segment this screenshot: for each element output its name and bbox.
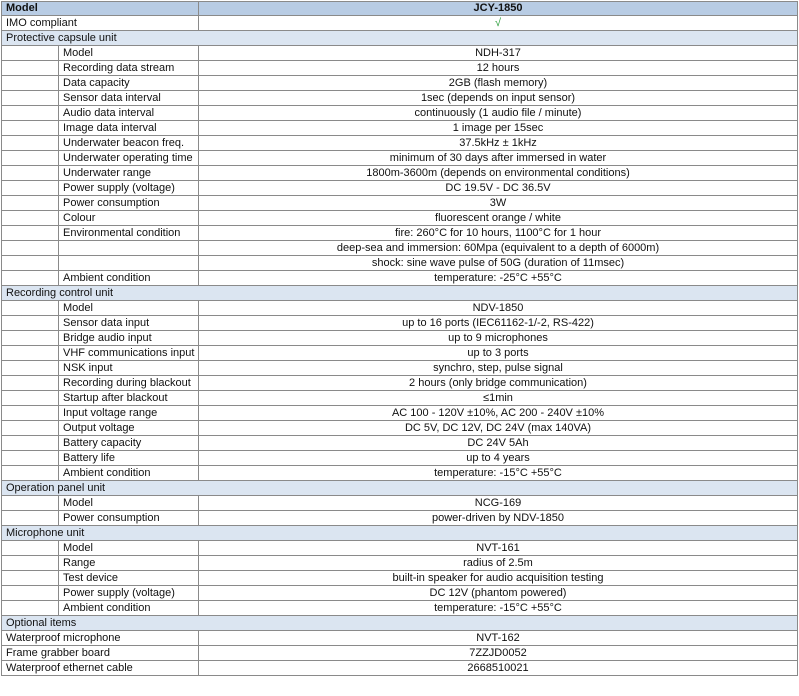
spec-label: Ambient condition (59, 466, 199, 481)
spec-value: NVT-162 (199, 631, 798, 646)
spec-label: Model (59, 301, 199, 316)
check-icon: √ (494, 17, 502, 29)
spec-label: Frame grabber board (2, 646, 199, 661)
spec-row (2, 376, 798, 391)
spec-row (2, 646, 798, 661)
row-indent (2, 241, 59, 256)
spec-row (2, 601, 798, 616)
spec-value: temperature: -15°C +55°C (199, 601, 798, 616)
header-model-value: JCY-1850 (199, 2, 798, 16)
spec-row (2, 421, 798, 436)
row-indent (2, 106, 59, 121)
spec-row (2, 211, 798, 226)
spec-label: Environmental condition (59, 226, 199, 241)
spec-label: Underwater operating time (59, 151, 199, 166)
row-indent (2, 511, 59, 526)
spec-table-body (2, 2, 798, 676)
spec-row (2, 661, 798, 676)
row-indent (2, 61, 59, 76)
row-indent (2, 136, 59, 151)
spec-value: 1800m-3600m (depends on environmental conditions) (199, 166, 798, 181)
spec-row (2, 631, 798, 646)
section-title: Recording control unit (2, 286, 798, 301)
spec-label: Ambient condition (59, 601, 199, 616)
spec-row (2, 151, 798, 166)
row-indent (2, 91, 59, 106)
spec-row (2, 406, 798, 421)
row-indent (2, 361, 59, 376)
row-indent (2, 46, 59, 61)
spec-value: built-in speaker for audio acquisition testing (199, 571, 798, 586)
spec-label: Test device (59, 571, 199, 586)
spec-value: temperature: -25°C +55°C (199, 271, 798, 286)
spec-label: Sensor data interval (59, 91, 199, 106)
spec-value: DC 19.5V - DC 36.5V (199, 181, 798, 196)
spec-row (2, 496, 798, 511)
row-indent (2, 496, 59, 511)
spec-row (2, 541, 798, 556)
row-indent (2, 541, 59, 556)
row-indent (2, 556, 59, 571)
section-title: Optional items (2, 616, 798, 631)
spec-label: VHF communications input (59, 346, 199, 361)
spec-row (2, 301, 798, 316)
spec-value: temperature: -15°C +55°C (199, 466, 798, 481)
spec-label: Waterproof microphone (2, 631, 199, 646)
imo-value (199, 16, 798, 31)
row-indent (2, 121, 59, 136)
spec-label: Recording data stream (59, 61, 199, 76)
header-row (2, 2, 798, 16)
spec-row (2, 556, 798, 571)
spec-row (2, 46, 798, 61)
spec-value: shock: sine wave pulse of 50G (duration of 11msec) (199, 256, 798, 271)
spec-row (2, 466, 798, 481)
spec-row (2, 61, 798, 76)
spec-row (2, 91, 798, 106)
spec-row (2, 436, 798, 451)
row-indent (2, 586, 59, 601)
row-indent (2, 211, 59, 226)
spec-label: Data capacity (59, 76, 199, 91)
spec-row (2, 361, 798, 376)
row-indent (2, 571, 59, 586)
spec-value: up to 9 microphones (199, 331, 798, 346)
spec-label: Startup after blackout (59, 391, 199, 406)
row-indent (2, 271, 59, 286)
spec-value: power-driven by NDV-1850 (199, 511, 798, 526)
spec-value: DC 5V, DC 12V, DC 24V (max 140VA) (199, 421, 798, 436)
spec-row (2, 106, 798, 121)
section-title: Microphone unit (2, 526, 798, 541)
row-indent (2, 436, 59, 451)
row-indent (2, 316, 59, 331)
spec-label: Power supply (voltage) (59, 586, 199, 601)
spec-row (2, 166, 798, 181)
spec-label: Model (59, 46, 199, 61)
spec-value: radius of 2.5m (199, 556, 798, 571)
spec-value: 3W (199, 196, 798, 211)
row-indent (2, 301, 59, 316)
section-row-microphone (2, 526, 798, 541)
spec-value: deep-sea and immersion: 60Mpa (equivalent to a depth of 6000m) (199, 241, 798, 256)
spec-label: Ambient condition (59, 271, 199, 286)
row-indent (2, 376, 59, 391)
spec-label: Recording during blackout (59, 376, 199, 391)
spec-value: fire: 260°C for 10 hours, 1100°C for 1 hour (199, 226, 798, 241)
spec-value: AC 100 - 120V ±10%, AC 200 - 240V ±10% (199, 406, 798, 421)
spec-value: up to 3 ports (199, 346, 798, 361)
spec-label: Range (59, 556, 199, 571)
spec-label: Underwater range (59, 166, 199, 181)
spec-row (2, 256, 798, 271)
spec-label: Input voltage range (59, 406, 199, 421)
imo-row (2, 16, 798, 31)
spec-row (2, 391, 798, 406)
section-row-capsule (2, 31, 798, 46)
spec-label: Bridge audio input (59, 331, 199, 346)
spec-row (2, 271, 798, 286)
spec-label: Power consumption (59, 511, 199, 526)
spec-row (2, 451, 798, 466)
spec-value: NVT-161 (199, 541, 798, 556)
spec-value: 1sec (depends on input sensor) (199, 91, 798, 106)
spec-row (2, 241, 798, 256)
row-indent (2, 421, 59, 436)
spec-value: up to 4 years (199, 451, 798, 466)
spec-value: NDH-317 (199, 46, 798, 61)
row-indent (2, 166, 59, 181)
spec-label (59, 256, 199, 271)
spec-label: Model (59, 496, 199, 511)
row-indent (2, 466, 59, 481)
spec-label: Colour (59, 211, 199, 226)
spec-value: 12 hours (199, 61, 798, 76)
spec-row (2, 196, 798, 211)
spec-value: DC 12V (phantom powered) (199, 586, 798, 601)
row-indent (2, 346, 59, 361)
spec-row (2, 571, 798, 586)
spec-label (59, 241, 199, 256)
spec-value: minimum of 30 days after immersed in water (199, 151, 798, 166)
section-row-recording (2, 286, 798, 301)
row-indent (2, 391, 59, 406)
row-indent (2, 406, 59, 421)
spec-row (2, 181, 798, 196)
imo-label: IMO compliant (2, 16, 199, 31)
spec-value: synchro, step, pulse signal (199, 361, 798, 376)
spec-value: NCG-169 (199, 496, 798, 511)
spec-label: Battery life (59, 451, 199, 466)
spec-value: 7ZZJD0052 (199, 646, 798, 661)
spec-label: NSK input (59, 361, 199, 376)
spec-value: NDV-1850 (199, 301, 798, 316)
spec-value: continuously (1 audio file / minute) (199, 106, 798, 121)
section-row-optional (2, 616, 798, 631)
spec-row (2, 586, 798, 601)
row-indent (2, 181, 59, 196)
spec-label: Waterproof ethernet cable (2, 661, 199, 676)
row-indent (2, 76, 59, 91)
spec-label: Battery capacity (59, 436, 199, 451)
spec-label: Power consumption (59, 196, 199, 211)
spec-row (2, 76, 798, 91)
spec-row (2, 346, 798, 361)
spec-row (2, 331, 798, 346)
spec-label: Output voltage (59, 421, 199, 436)
spec-value: 1 image per 15sec (199, 121, 798, 136)
row-indent (2, 151, 59, 166)
row-indent (2, 331, 59, 346)
section-title: Operation panel unit (2, 481, 798, 496)
section-row-panel (2, 481, 798, 496)
header-label: Model (2, 2, 199, 16)
spec-value: fluorescent orange / white (199, 211, 798, 226)
spec-row (2, 121, 798, 136)
spec-row (2, 511, 798, 526)
row-indent (2, 256, 59, 271)
spec-row (2, 136, 798, 151)
spec-value: 2668510021 (199, 661, 798, 676)
spec-value: 2GB (flash memory) (199, 76, 798, 91)
row-indent (2, 196, 59, 211)
spec-label: Power supply (voltage) (59, 181, 199, 196)
section-title: Protective capsule unit (2, 31, 798, 46)
row-indent (2, 226, 59, 241)
spec-label: Underwater beacon freq. (59, 136, 199, 151)
spec-value: up to 16 ports (IEC61162-1/-2, RS-422) (199, 316, 798, 331)
spec-label: Audio data interval (59, 106, 199, 121)
row-indent (2, 601, 59, 616)
spec-value: 2 hours (only bridge communication) (199, 376, 798, 391)
row-indent (2, 451, 59, 466)
spec-value: DC 24V 5Ah (199, 436, 798, 451)
spec-label: Image data interval (59, 121, 199, 136)
spec-value: 37.5kHz ± 1kHz (199, 136, 798, 151)
spec-label: Model (59, 541, 199, 556)
spec-label: Sensor data input (59, 316, 199, 331)
spec-row (2, 316, 798, 331)
spec-table (1, 1, 798, 676)
spec-value: ≤1min (199, 391, 798, 406)
spec-row (2, 226, 798, 241)
